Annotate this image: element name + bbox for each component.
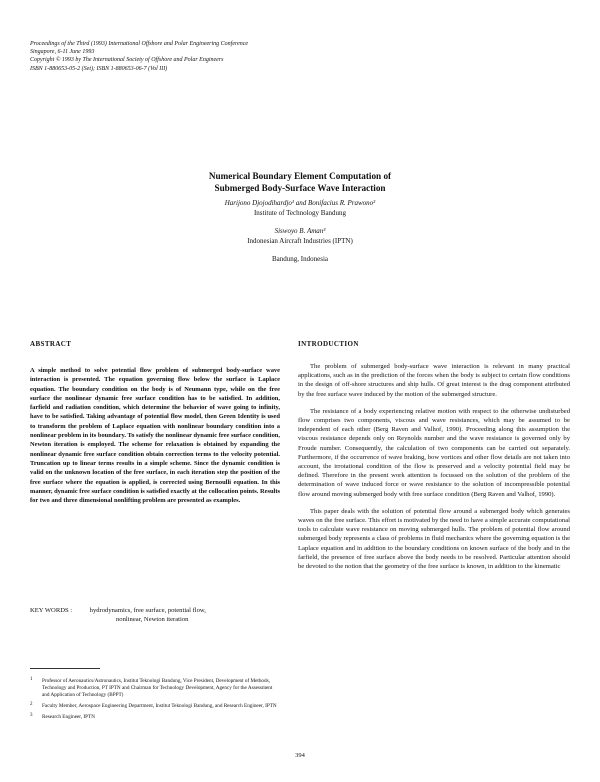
author-block (0, 198, 600, 264)
page-number: 394 (295, 752, 305, 759)
footnote-item (30, 714, 280, 721)
author-affiliation-1: Institute of Technology Bandung (253, 209, 347, 217)
abstract-text: A simple method to solve potential flow problem of submerged body-surface wave interaction is presented. The equation governing flow below the surface is Laplace equation. The boundary condition on the body is of Neumann type, while on the free surface the nonlinear dynamic free surface condition has to be satisfied. In addition, farfield and radiation condition, which determine the behavior of wave going to infinity, have to be satisfied. Taking advantage of potential flow model, then Green Identity is used to transform the problem of Laplace equation with nonlinear boundary condition into a nonlinear problem in its boundary. To satisfy the nonlinear dynamic free surface condition, Newton iteration is employed. The scheme for relaxation is obtained by expanding the nonlinear dynamic free surface condition obtain correction terms to the velocity potential. Truncation up to linear terms results in a simple scheme. Since the dynamic condition is valid on the unknown location of the free surface, in each iteration step the position of the free surface where the equation is applied, is corrected using Bernoulli equation. In this manner, dynamic free surface condition is satisfied exactly at the collocation points. Results for two and three dimensional nonlifting problem are presented as examples. (30, 367, 280, 505)
header-line: Copyright © 1993 by The International Society of Offshore and Polar Engineers (30, 57, 224, 64)
author-city: Bandung, Indonesia (272, 255, 328, 263)
header-line: ISBN 1-880653-05-2 (Set); ISBN 1-880653-06-7 (Vol III) (30, 65, 168, 72)
introduction-paragraph-3: This paper deals with the solution of potential flow around a submerged body which generates waves on the free surface. This effort is motivated by the need to have a simple accurate computational tools to calculate wave resistance on moving submerged hulls. The problem of potential flow around submerged body represents a class of problems in fluid mechanics where the governing equation is the Laplace equation and in addition to the boundary conditions on known surface of the body and in the farfield, the presence of free surface above the body needs to be resolved. Particular attention should be devoted to the notion that the geometry of the free surface is known, in addition to the kinematic (298, 507, 570, 571)
title-line-1: Numerical Boundary Element Computation of (208, 171, 392, 181)
keywords (30, 606, 280, 625)
author-affiliation-2: Indonesian Aircraft Industries (IPTN) (247, 237, 353, 245)
introduction-paragraph-1: The problem of submerged body-surface wave interaction is relevant in many practical applications, such as in the prediction of the forces when the body is subject to certain flow conditions in the design of off-shore structures and ship hulls. Of great interest is the drag component attributed by the free surface wave induced by the motion of the submerged structure. (298, 363, 570, 398)
author-names-2: Siswoyo B. Aman³ (274, 227, 326, 235)
conference-header (30, 40, 410, 73)
abstract-heading: ABSTRACT (30, 340, 72, 348)
footnote-rule (30, 668, 100, 669)
footnotes (30, 678, 280, 725)
introduction-heading: INTRODUCTION (298, 340, 359, 348)
keywords-line-2: nonlinear, Newton iteration (116, 616, 189, 624)
keywords-label: KEY WORDS : (30, 607, 73, 614)
footnote-item (30, 703, 280, 710)
footnote-mark: 1 (30, 677, 33, 682)
introduction-paragraph-2: The resistance of a body experiencing relative motion with respect to the otherwise undisturbed flow comprises two components, viscous and wave resistances, which may be assumed to be independent of each other (Berg Raven and Valhof, 1990). Proceeding along this assumption the viscous resistance depends only on Reynolds number and the wave resistance is governed only by Froude number. Consequently, the calculation of two components can be carried out separately. Furthermore, if the occurrence of wave braking, bow vortices and other flow details are not taken into account, the irrotational condition of the flow is preserved and a velocity potential field may be defined. Therefore in the present work attention is focussed on the solution of the problem of the determination of wave induced force or wave resistance to the solution of incompressible potential flow around moving submerged body with free surface condition (Berg Raven and Valhof, 1990). (298, 407, 570, 498)
keywords-line-1: hydrodynamics, free surface, potential flow, (89, 607, 206, 614)
footnote-mark: 2 (30, 702, 33, 707)
author-names-1: Harijono Djojodihardjo¹ and Bonifacius R. Prawono² (224, 199, 376, 207)
footnote-text: Research Engineer, IPTN (42, 714, 95, 720)
footnote-item (30, 678, 280, 699)
paper-title (0, 170, 600, 194)
footnote-mark: 3 (30, 713, 33, 718)
header-line: Proceedings of the Third (1993) International Offshore and Polar Engineering Conference (30, 41, 249, 47)
title-line-2: Submerged Body-Surface Wave Interaction (214, 183, 386, 193)
header-line: Singapore, 6-11 June 1993 (30, 49, 95, 56)
footnote-text: Professor of Aeronautics/Astronautics, Institut Teknologi Bandung, Vice President, Development of Methods, Technology and Production, PT IPTN and Chairman for Technology Development, Agency for the Assessment and Application of Technology (BPPT) (42, 678, 273, 698)
footnote-text: Faculty Member, Aerospace Engineering Department, Institut Teknologi Bandung, and Research Engineer, IPTN (42, 703, 277, 709)
introduction-text (298, 362, 570, 579)
